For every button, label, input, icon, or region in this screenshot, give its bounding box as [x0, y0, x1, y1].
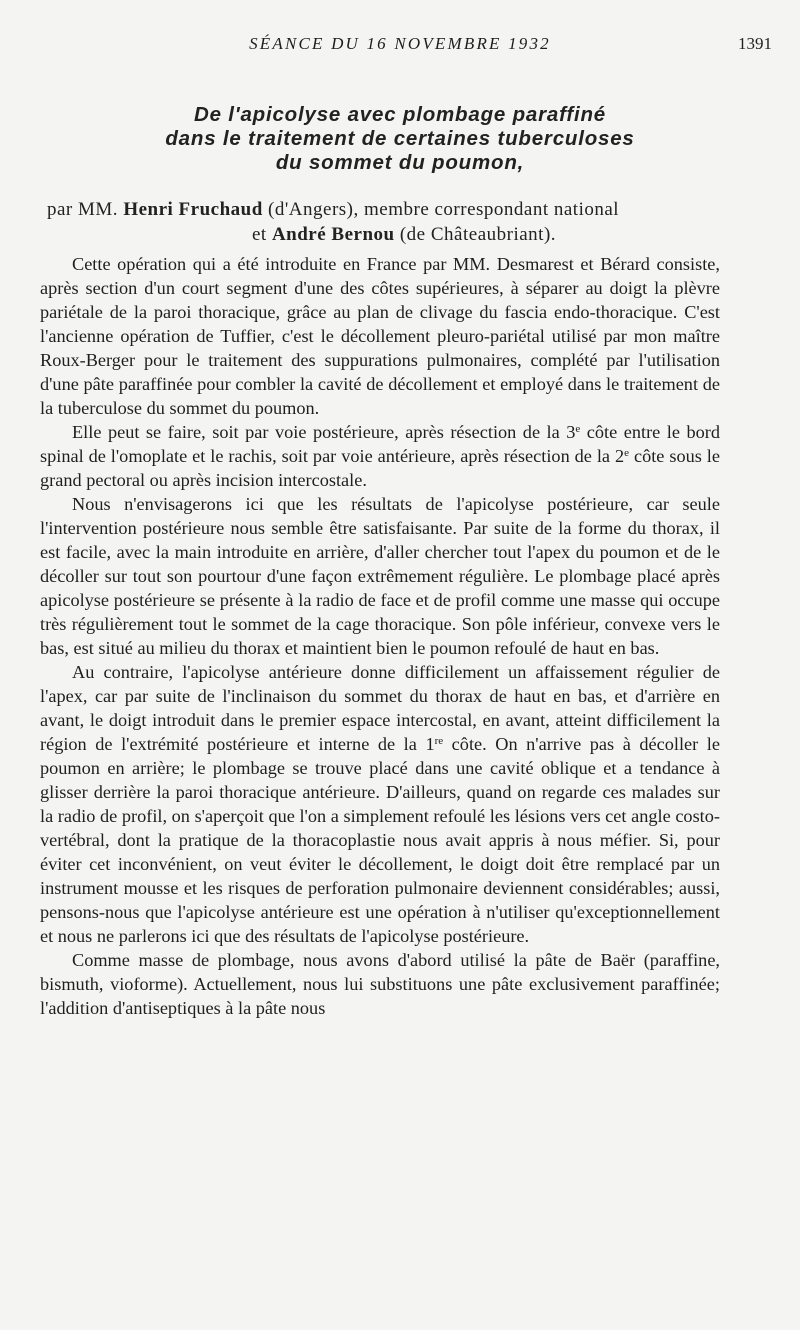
- paragraph-3: Nous n'envisagerons ici que les résultats de l'apicolyse postérieure, car seule l'intervention postérieure nous semble être satisfaisante. Par suite de la forme du thorax, il est facile, avec la main introduite en arrière, d'aller chercher tout l'apex du poumon et de le décoller sur tout son pourtour d'une façon extrêmement régulière. Le plombage placé après apicolyse postérieure se présente à la radio de face et de profil comme une masse qui occupe très régulièrement tout le sommet de la cage thoracique. Son pôle inférieur, convexe vers le bas, est situé au milieu du thorax et maintient bien le poumon refoulé de haut en bas.: [40, 494, 720, 658]
- author-name-1: Henri Fruchaud: [123, 199, 263, 220]
- byline-connector: et: [251, 224, 267, 245]
- paragraph-5: Comme masse de plombage, nous avons d'abord utilisé la pâte de Baër (paraffine, bismuth, vioforme). Actuellement, nous lui substituons une pâte exclusivement paraffinée; l'addition d'antiseptiques à la pâte nous: [40, 950, 720, 1018]
- page-number: 1391: [738, 34, 772, 53]
- byline-line-2: [0, 222, 800, 247]
- article-body: [40, 252, 720, 1020]
- author-affiliation-1: (d'Angers), membre correspondant national: [268, 199, 620, 220]
- paragraph-2: Elle peut se faire, soit par voie postérieure, après résection de la 3e côte entre le bord spinal de l'omoplate et le rachis, soit par voie antérieure, après résection de la 2e côte sous le grand pectoral ou après incision intercostale.: [40, 422, 720, 490]
- paragraph-1: Cette opération qui a été introduite en France par MM. Desmarest et Bérard consiste, après section d'un court segment d'une des côtes supérieures, à séparer au doigt la plèvre pariétale de la paroi thoracique, grâce au plan de clivage du fascia endo-thoracique. C'est l'ancienne opération de Tuffier, c'est le décollement pleuro-pariétal utilisé par mon maître Roux-Berger pour le traitement des suppurations pulmonaires, complété par l'utilisation d'une pâte paraffinée pour combler la cavité de décollement et employé dans le traitement de la tuberculose du sommet du poumon.: [40, 254, 720, 418]
- page-header: [0, 34, 800, 58]
- title-line-1: De l'apicolyse avec plombage paraffiné: [193, 103, 607, 126]
- byline-prefix: par MM.: [47, 199, 119, 220]
- byline-line-1: [0, 197, 800, 222]
- title-line-3: du sommet du poumon,: [275, 151, 525, 174]
- article-title: [0, 103, 800, 175]
- title-line-2: dans le traitement de certaines tuberculoses: [165, 127, 635, 150]
- running-head: SÉANCE DU 16 NOVEMBRE 1932: [249, 34, 551, 53]
- author-affiliation-2: (de Châteaubriant).: [399, 224, 557, 245]
- paragraph-4: Au contraire, l'apicolyse antérieure donne difficilement un affaissement régulier de l'apex, car par suite de l'inclinaison du sommet du thorax de haut en bas, et d'arrière en avant, le doigt introduit dans le premier espace intercostal, en avant, atteint difficilement la région de l'extrémité postérieure et interne de la 1re côte. On n'arrive pas à décoller le poumon en arrière; le plombage se trouve placé dans une cavité oblique et a tendance à glisser derrière la paroi thoracique antérieure. D'ailleurs, quand on regarde ces malades sur la radio de profil, on s'aperçoit que l'on a simplement refoulé les lésions vers cet angle costo-vertébral, dont la pratique de la thoracoplastie nous avait appris à nous méfier. Si, pour éviter cet inconvénient, on veut éviter le décollement, le doigt doit être remplacé par un instrument mousse et les risques de perforation pulmonaire deviennent considérables; aussi, pensons-nous que l'apicolyse antérieure est une opération à n'utiliser qu'exceptionnellement et nous ne parlerons ici que des résultats de l'apicolyse postérieure.: [40, 662, 720, 946]
- byline: [0, 197, 800, 247]
- author-name-2: André Bernou: [271, 224, 395, 245]
